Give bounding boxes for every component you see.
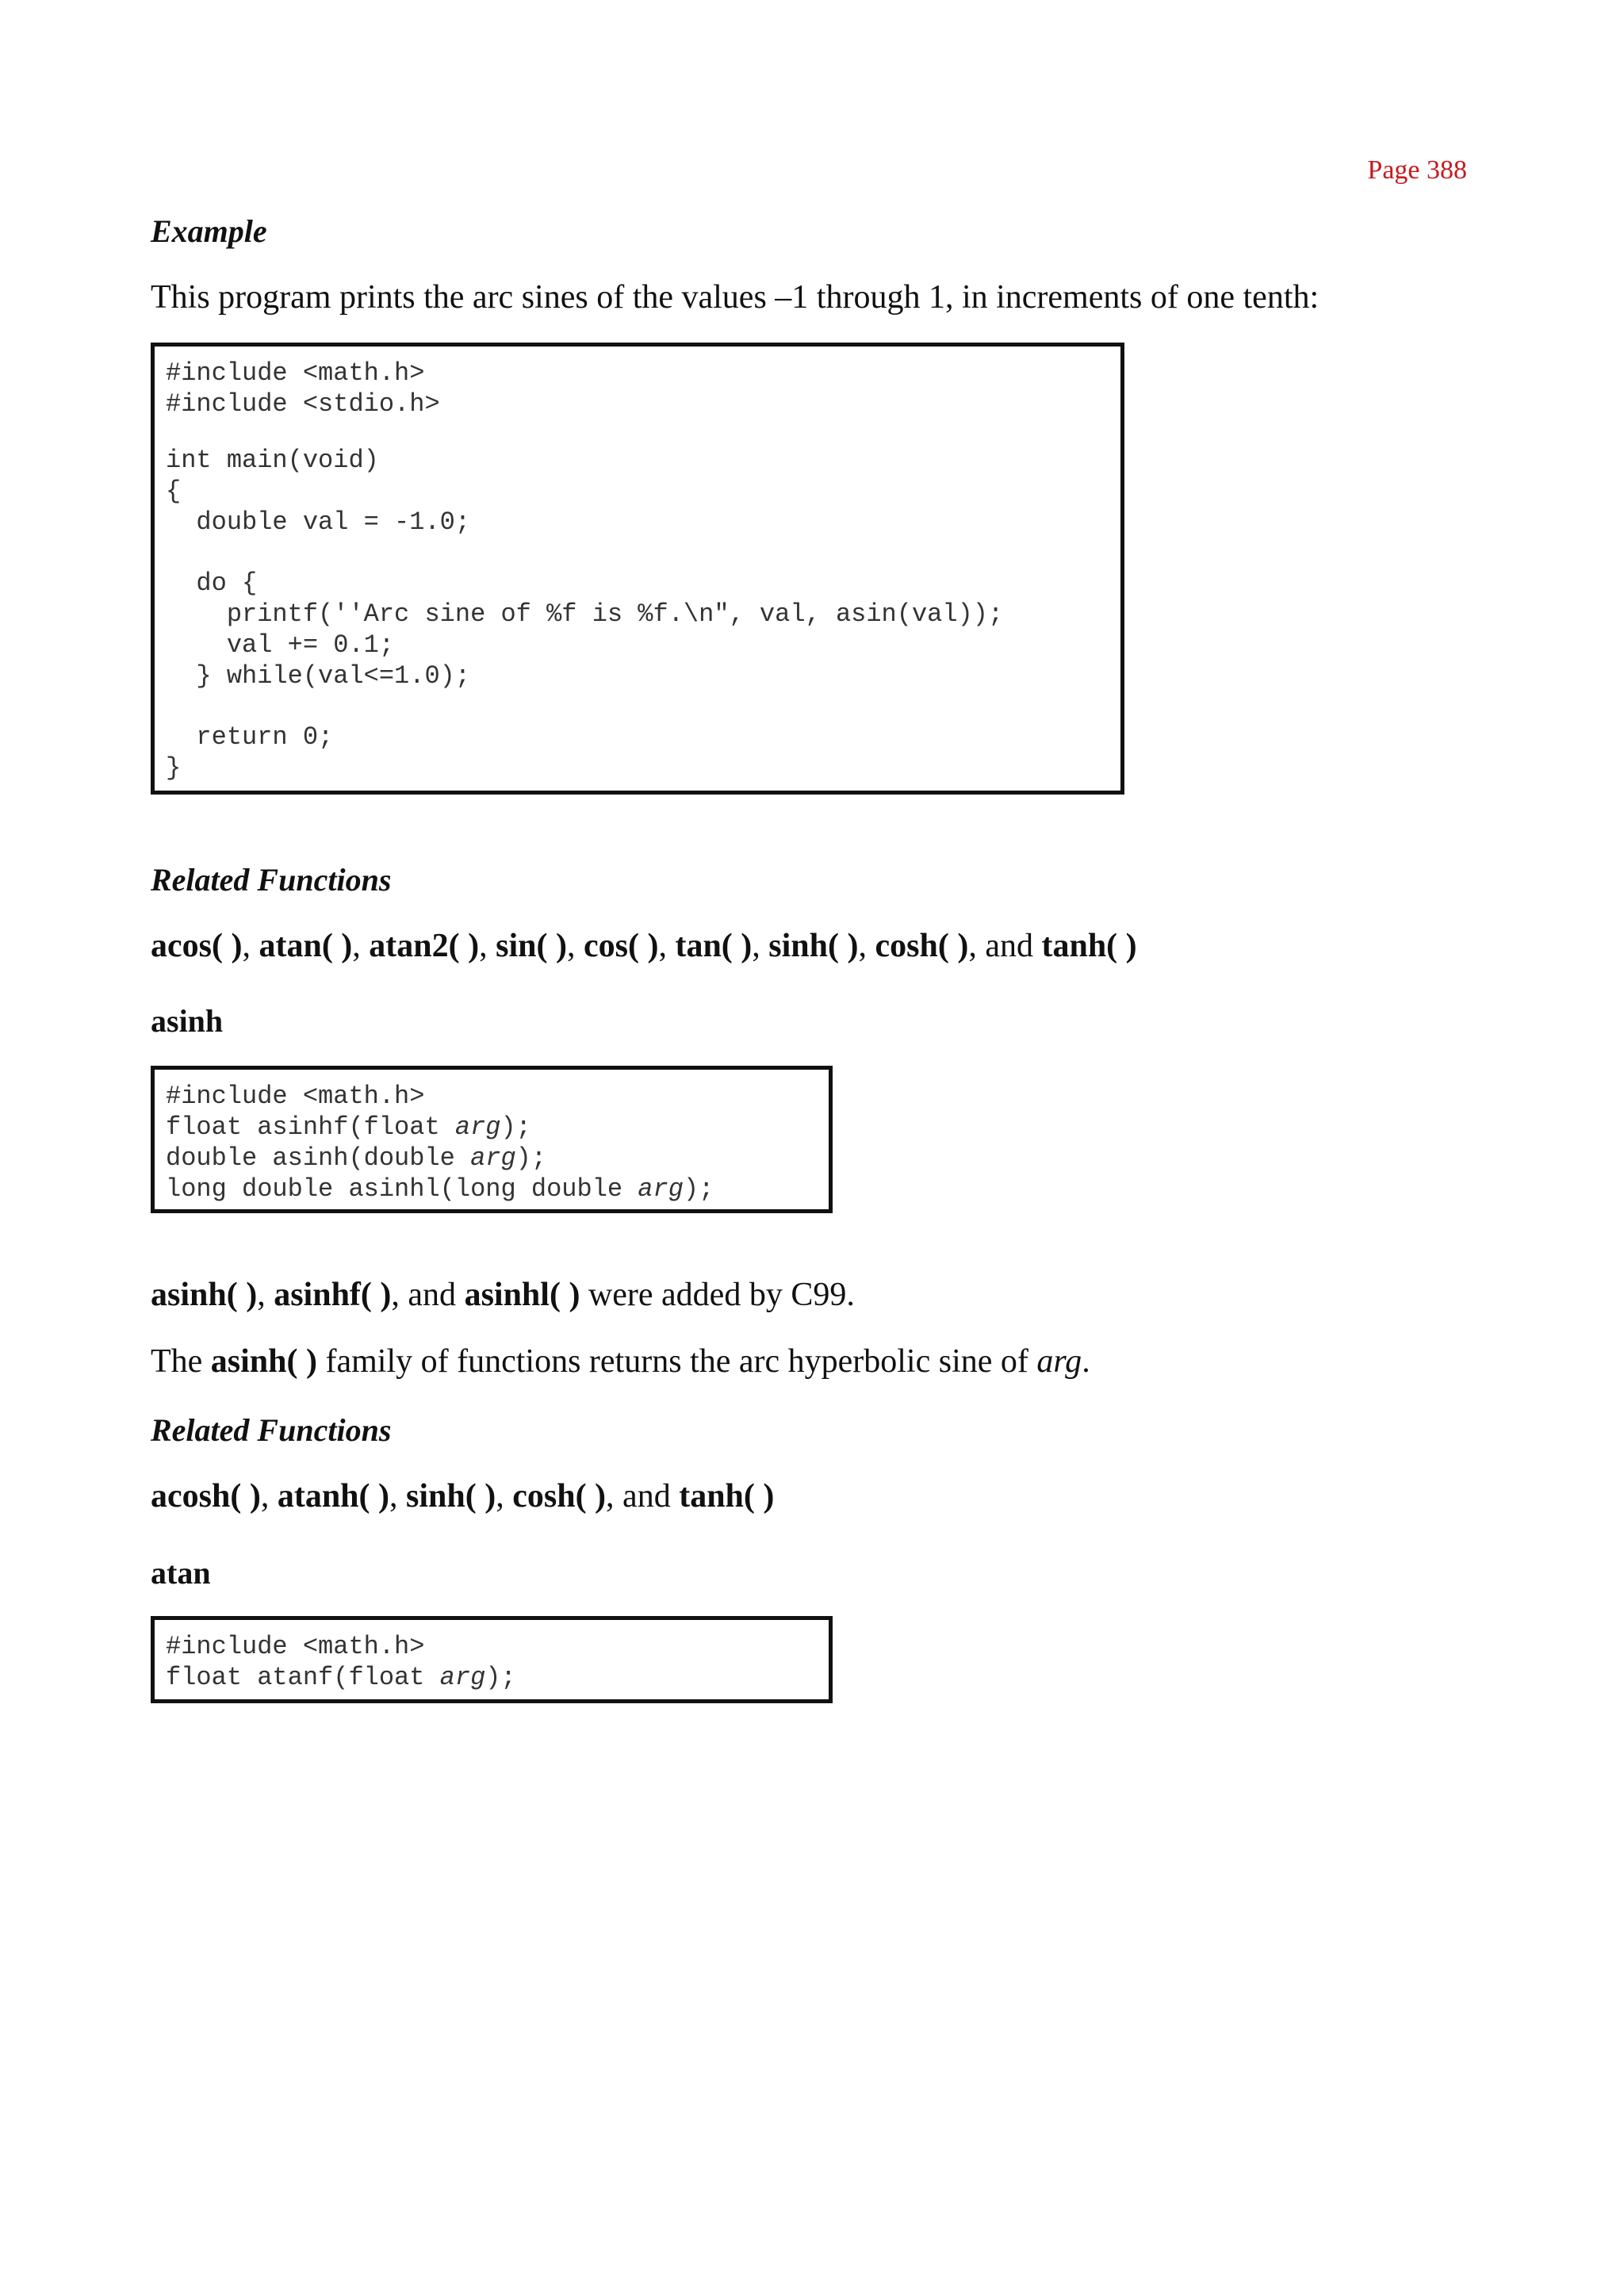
- function-name: sin( ): [496, 928, 567, 964]
- function-name: asinhf( ): [274, 1277, 392, 1313]
- example-heading: Example: [151, 213, 267, 249]
- function-name: cosh( ): [875, 928, 969, 964]
- function-name: atan2( ): [369, 928, 480, 964]
- code-line: #include <math.h>: [166, 1082, 425, 1111]
- function-name: acos( ): [151, 928, 243, 964]
- asinh-title: asinh: [151, 1003, 224, 1039]
- related-functions-heading: Related Functions: [151, 1412, 392, 1448]
- separator: ,: [389, 1478, 407, 1515]
- code-line: [166, 1143, 829, 1174]
- related-functions-list: [151, 1480, 774, 1513]
- separator: ,: [260, 1478, 278, 1515]
- code-arg: arg: [439, 1663, 486, 1692]
- code-line: {: [166, 477, 182, 506]
- separator: ,: [257, 1277, 274, 1313]
- code-line: [166, 1662, 829, 1693]
- code-line: #include <stdio.h>: [166, 389, 440, 419]
- code-text: );: [485, 1663, 516, 1692]
- example-intro: This program prints the arc sines of the values –1 through 1, in increments of one tenth:: [151, 279, 1320, 316]
- code-line: double val = -1.0;: [166, 507, 471, 537]
- separator: ,: [566, 928, 584, 964]
- text: were added by C99.: [580, 1277, 855, 1313]
- separator: , and: [606, 1478, 680, 1515]
- atan-prototype-block: [151, 1616, 833, 1703]
- function-name: tanh( ): [1041, 928, 1137, 964]
- related-functions-list: [151, 929, 1137, 963]
- code-text: long double asinhl(long double: [166, 1174, 638, 1204]
- function-name: tanh( ): [679, 1478, 775, 1515]
- function-name: atan( ): [259, 928, 353, 964]
- code-line: #include <math.h>: [166, 358, 425, 388]
- code-line: [166, 1174, 829, 1204]
- function-name: cos( ): [583, 928, 659, 964]
- separator: ,: [242, 928, 259, 964]
- function-name: tan( ): [675, 928, 753, 964]
- code-line: } while(val<=1.0);: [166, 661, 471, 691]
- code-line: [166, 1112, 829, 1143]
- separator: , and: [391, 1277, 465, 1313]
- code-line: val += 0.1;: [166, 630, 395, 660]
- function-name: sinh( ): [768, 928, 859, 964]
- asinh-prototype-block: [151, 1066, 833, 1213]
- text: The: [151, 1343, 211, 1380]
- code-line: printf(''Arc sine of %f is %f.\n", val, asin(val));: [166, 599, 1004, 629]
- separator: ,: [479, 928, 496, 964]
- code-line: do {: [166, 569, 258, 598]
- code-line: }: [166, 753, 182, 783]
- function-name: cosh( ): [512, 1478, 607, 1515]
- asinh-description: [151, 1345, 1090, 1378]
- text: .: [1082, 1343, 1090, 1380]
- function-name: acosh( ): [151, 1478, 261, 1515]
- example-code-block: [151, 343, 1124, 795]
- function-name: atanh( ): [277, 1478, 390, 1515]
- page-number: Page 388: [1367, 155, 1467, 185]
- code-text: );: [515, 1143, 547, 1173]
- code-text: float atanf(float: [166, 1663, 440, 1692]
- code-text: float asinhf(float: [166, 1113, 455, 1142]
- arg-name: arg: [1036, 1343, 1082, 1380]
- separator: ,: [858, 928, 875, 964]
- separator: ,: [658, 928, 676, 964]
- code-text: );: [500, 1113, 531, 1142]
- separator: ,: [752, 928, 769, 964]
- atan-title: atan: [151, 1555, 211, 1591]
- function-name: asinh( ): [151, 1277, 258, 1313]
- code-line: int main(void): [166, 446, 379, 475]
- code-line: #include <math.h>: [166, 1632, 425, 1661]
- function-name: asinhl( ): [464, 1277, 580, 1313]
- function-name: sinh( ): [406, 1478, 496, 1515]
- code-arg: arg: [470, 1143, 516, 1173]
- separator: , and: [968, 928, 1042, 964]
- code-text: double asinh(double: [166, 1143, 471, 1173]
- code-arg: arg: [638, 1174, 684, 1204]
- separator: ,: [352, 928, 370, 964]
- function-name: asinh( ): [210, 1343, 317, 1380]
- related-functions-heading: Related Functions: [151, 862, 392, 898]
- code-line: return 0;: [166, 722, 334, 752]
- code-text: );: [683, 1174, 714, 1204]
- separator: ,: [496, 1478, 513, 1515]
- asinh-added-note: [151, 1278, 855, 1312]
- text: family of functions returns the arc hyperbolic sine of: [317, 1343, 1037, 1380]
- code-arg: arg: [454, 1113, 501, 1142]
